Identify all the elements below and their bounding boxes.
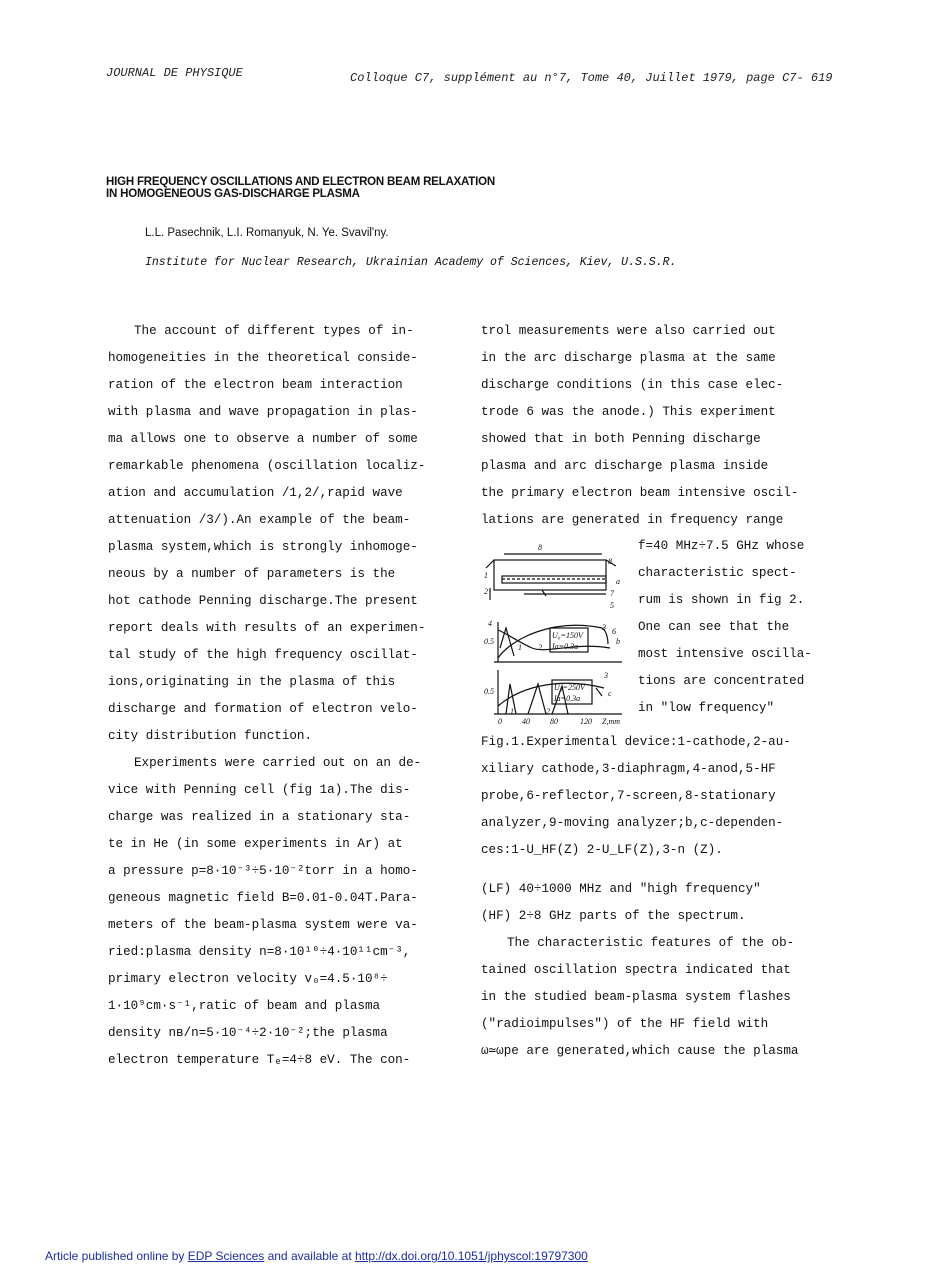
right-column-text-beside-figure bbox=[638, 533, 838, 722]
text-line: rum is shown in fig 2. bbox=[638, 593, 805, 607]
x-tick-80: 80 bbox=[550, 717, 558, 726]
text-line: in the arc discharge plasma at the same bbox=[481, 351, 776, 365]
text-line: probe,6-reflector,7-screen,8-stationary bbox=[481, 789, 776, 803]
text-line: hot cathode Penning discharge.The present bbox=[108, 594, 418, 608]
text-line: tained oscillation spectra indicated that bbox=[481, 963, 791, 977]
publisher-link[interactable]: EDP Sciences bbox=[187, 1249, 265, 1263]
right-column-text-top bbox=[481, 318, 841, 534]
label-c2: 2 bbox=[546, 707, 550, 716]
text-line: attenuation /3/).An example of the beam- bbox=[108, 513, 411, 527]
text-line: meters of the beam-plasma system were va- bbox=[108, 918, 418, 932]
text-line: ω≃ωpe are generated,which cause the plasma bbox=[481, 1044, 799, 1058]
title-line-2: IN HOMOGENEOUS GAS-DISCHARGE PLASMA bbox=[106, 188, 360, 200]
text-line: a pressure p=8·10⁻³÷5·10⁻²torr in a homo- bbox=[108, 864, 418, 878]
text-line: ions,originating in the plasma of this bbox=[108, 675, 396, 689]
text-line: Fig.1.Experimental device:1-cathode,2-au- bbox=[481, 735, 791, 749]
left-column-text bbox=[108, 318, 458, 1074]
text-line: report deals with results of an experimen- bbox=[108, 621, 426, 635]
label-c3: 3 bbox=[604, 671, 608, 680]
text-line: neous by a number of parameters is the bbox=[108, 567, 396, 581]
text-line: The account of different types of in- bbox=[134, 324, 414, 338]
text-line: 1·10⁹cm·s⁻¹,ratic of beam and plasma bbox=[108, 999, 381, 1013]
text-line: city distribution function. bbox=[108, 729, 313, 743]
text-line: with plasma and wave propagation in plas- bbox=[108, 405, 418, 419]
footer bbox=[45, 1249, 588, 1263]
text-line: The characteristic features of the ob- bbox=[507, 936, 795, 950]
x-tick-120: 120 bbox=[580, 717, 592, 726]
text-line: ration of the electron beam interaction bbox=[108, 378, 403, 392]
text-line: homogeneities in the theoretical conside- bbox=[108, 351, 418, 365]
text-line: vice with Penning cell (fig 1a).The dis- bbox=[108, 783, 411, 797]
journal-name: JOURNAL DE PHYSIQUE bbox=[106, 66, 243, 80]
footer-mid: and available at bbox=[264, 1249, 355, 1263]
doi-link[interactable]: http://dx.doi.org/10.1051/jphyscol:19797300 bbox=[354, 1249, 588, 1263]
x-axis-label: Z,mm bbox=[602, 717, 621, 726]
text-line: electron temperature Tₑ=4÷8 eV. The con- bbox=[108, 1053, 411, 1067]
label-b1: 1 bbox=[518, 643, 522, 652]
text-line: ces:1-U_HF(Z) 2-U_LF(Z),3-n (Z). bbox=[481, 843, 723, 857]
text-line: density nв/n=5·10⁻⁴÷2·10⁻²;the plasma bbox=[108, 1026, 388, 1040]
footer-pre: Article published online by bbox=[45, 1249, 188, 1263]
paper-title bbox=[106, 176, 576, 200]
text-line: ma allows one to observe a number of some bbox=[108, 432, 418, 446]
text-line: discharge and formation of electron velo- bbox=[108, 702, 418, 716]
text-line: remarkable phenomena (oscillation localiz- bbox=[108, 459, 426, 473]
label-7: 7 bbox=[610, 589, 614, 598]
right-column-text-bottom bbox=[481, 876, 841, 1065]
label-2: 2 bbox=[484, 587, 488, 596]
label-b2: 2 bbox=[538, 643, 542, 652]
label-4: 4 bbox=[488, 619, 492, 628]
text-line: showed that in both Penning discharge bbox=[481, 432, 761, 446]
text-line: trode 6 was the anode.) This experiment bbox=[481, 405, 776, 419]
label-ia1: Iа=0.3а bbox=[552, 642, 579, 651]
x-tick-40: 40 bbox=[522, 717, 530, 726]
authors: L.L. Pasechnik, L.I. Romanyuk, N. Ye. Svavil'ny. bbox=[145, 227, 389, 239]
title-line-1: HIGH FREQUENCY OSCILLATIONS AND ELECTRON BEAM RELAXATION bbox=[106, 176, 495, 188]
text-line: (LF) 40÷1000 MHz and "high frequency" bbox=[481, 882, 761, 896]
label-a: a bbox=[616, 577, 620, 586]
label-ia2: Iа=0.3а bbox=[554, 694, 581, 703]
text-line: ("radioimpulses") of the HF field with bbox=[481, 1017, 769, 1031]
text-line: Experiments were carried out on an de- bbox=[134, 756, 422, 770]
text-line: (HF) 2÷8 GHz parts of the spectrum. bbox=[481, 909, 746, 923]
text-line: plasma system,which is strongly inhomoge- bbox=[108, 540, 418, 554]
text-line: most intensive oscilla- bbox=[638, 647, 812, 661]
text-line: analyzer,9-moving analyzer;b,c-dependen- bbox=[481, 816, 784, 830]
label-ub2: U₀=250V bbox=[554, 683, 585, 692]
text-line: charge was realized in a stationary sta- bbox=[108, 810, 411, 824]
text-line: plasma and arc discharge plasma inside bbox=[481, 459, 769, 473]
x-tick-0: 0 bbox=[498, 717, 502, 726]
text-line: One can see that the bbox=[638, 620, 790, 634]
text-line: tions are concentrated bbox=[638, 674, 805, 688]
text-line: ation and accumulation /1,2/,rapid wave bbox=[108, 486, 403, 500]
label-b3: 3 bbox=[602, 623, 606, 632]
label-panel-b: b bbox=[616, 637, 620, 646]
text-line: trol measurements were also carried out bbox=[481, 324, 776, 338]
label-panel-c: c bbox=[608, 689, 612, 698]
label-6: 6 bbox=[612, 627, 616, 636]
text-line: lations are generated in frequency range bbox=[481, 513, 784, 527]
label-9: 8 bbox=[608, 557, 612, 566]
y-tick-b: 0.5 bbox=[484, 637, 494, 646]
affiliation: Institute for Nuclear Research, Ukrainian Academy of Sciences, Kiev, U.S.S.R. bbox=[145, 256, 677, 269]
label-8: 8 bbox=[538, 543, 542, 552]
text-line: xiliary cathode,3-diaphragm,4-anod,5-HF bbox=[481, 762, 776, 776]
figure-caption bbox=[481, 729, 841, 864]
text-line: ried:plasma density n=8·10¹⁰÷4·10¹¹cm⁻³, bbox=[108, 945, 411, 959]
text-line: in "low frequency" bbox=[638, 701, 775, 715]
text-line: te in He (in some experiments in Ar) at bbox=[108, 837, 403, 851]
experimental-device-figure bbox=[484, 538, 632, 728]
text-line: the primary electron beam intensive oscil- bbox=[481, 486, 799, 500]
text-line: f=40 MHz÷7.5 GHz whose bbox=[638, 539, 805, 553]
label-1: 1 bbox=[484, 571, 488, 580]
text-line: primary electron velocity v₀=4.5·10⁸÷ bbox=[108, 972, 388, 986]
label-c1: 1 bbox=[510, 707, 514, 716]
text-line: tal study of the high frequency oscillat- bbox=[108, 648, 418, 662]
text-line: discharge conditions (in this case elec- bbox=[481, 378, 784, 392]
y-tick-c: 0.5 bbox=[484, 687, 494, 696]
label-5: 5 bbox=[610, 601, 614, 610]
text-line: characteristic spect- bbox=[638, 566, 797, 580]
text-line: geneous magnetic field B=0.01-0.04T.Para- bbox=[108, 891, 418, 905]
text-line: in the studied beam-plasma system flashes bbox=[481, 990, 791, 1004]
label-ub1: U₀=150V bbox=[552, 631, 583, 640]
issue-info: Colloque C7, supplément au n°7, Tome 40, Juillet 1979, page C7- 619 bbox=[350, 71, 833, 85]
